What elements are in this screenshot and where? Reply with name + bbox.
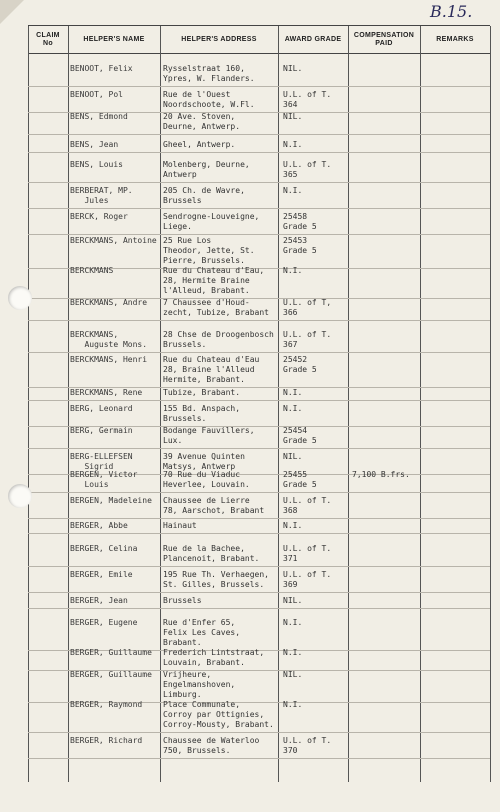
award-grade: N.I.	[283, 404, 303, 413]
punch-hole	[8, 484, 32, 508]
award-grade: U.L. of T. 371	[283, 544, 332, 563]
header-award-grade: AWARD GRADE	[284, 36, 342, 43]
helper-name: BENS, Edmond	[70, 112, 128, 121]
award-grade: NIL.	[283, 64, 303, 73]
helper-address: 70 Rue du Viaduc Heverlee, Louvain.	[163, 470, 250, 489]
helper-name: BERCKMANS, Andre	[70, 298, 148, 307]
row-rule	[28, 134, 490, 135]
column-divider	[68, 26, 69, 782]
award-grade: 25454 Grade 5	[283, 426, 317, 445]
helper-name: BERGER, Eugene	[70, 618, 138, 627]
award-grade: N.I.	[283, 618, 303, 627]
punch-hole	[8, 286, 32, 310]
helper-name: BENOOT, Pol	[70, 90, 123, 99]
award-grade: N.I.	[283, 266, 303, 275]
header-helper-name: HELPER'S NAME	[83, 36, 145, 43]
helper-address: 195 Rue Th. Verhaegen, St. Gilles, Brussels.	[163, 570, 269, 589]
helper-address: 28 Chse de Droogenbosch Brussels.	[163, 330, 274, 349]
award-grade: N.I.	[283, 521, 303, 530]
helper-address: Frederich Lintstraat, Louvain, Brabant.	[163, 648, 265, 667]
award-grade: N.I.	[283, 648, 303, 657]
helper-name: BERCKMANS, Rene	[70, 388, 143, 397]
row-rule	[28, 86, 490, 87]
helper-name: BERG-ELLEFSEN Sigrid	[70, 452, 133, 471]
award-grade: U.L. of T. 365	[283, 160, 332, 179]
award-grade: NIL.	[283, 452, 303, 461]
helper-address: Vrijheure, Engelmanshoven, Limburg.	[163, 670, 236, 699]
column-divider	[420, 26, 421, 782]
helper-name: BERCK, Roger	[70, 212, 128, 221]
helper-name: BERGER, Emile	[70, 570, 133, 579]
helper-address: Rysselstraat 160, Ypres, W. Flanders.	[163, 64, 255, 83]
award-grade: NIL.	[283, 670, 303, 679]
header-helper-address: HELPER'S ADDRESS	[181, 36, 257, 43]
helper-name: BENOOT, Felix	[70, 64, 133, 73]
helper-address: 7 Chaussee d'Houd- zecht, Tubize, Brabant	[163, 298, 269, 317]
award-grade: U.L. of T. 369	[283, 570, 332, 589]
award-grade: N.I.	[283, 186, 303, 195]
row-rule	[28, 352, 490, 353]
helper-address: Chaussee de Lierre 78, Aarschot, Brabant	[163, 496, 265, 515]
helper-name: BERBERAT, MP. Jules	[70, 186, 133, 205]
helper-address: Place Communale, Corroy par Ottignies, Corroy-Mousty, Brabant.	[163, 700, 274, 729]
helper-name: BERGEN, Victor Louis	[70, 470, 138, 489]
helper-name: BERGEN, Madeleine	[70, 496, 152, 505]
column-divider	[278, 26, 279, 782]
row-rule	[28, 758, 490, 759]
header-remarks: REMARKS	[436, 36, 474, 43]
award-grade: U.L. of T, 366	[283, 298, 332, 317]
folded-corner	[0, 0, 24, 24]
compensation-paid: 7,100 B.frs.	[352, 470, 410, 479]
helper-name: BERG, Leonard	[70, 404, 133, 413]
award-grade: U.L. of T. 368	[283, 496, 332, 515]
row-rule	[28, 152, 490, 153]
helper-address: Rue de la Bachee, Plancenoit, Brabant.	[163, 544, 260, 563]
helper-address: 155 Bd. Anspach, Brussels.	[163, 404, 241, 423]
helper-name: BENS, Louis	[70, 160, 123, 169]
page-number: B.15.	[430, 2, 473, 21]
row-rule	[28, 492, 490, 493]
award-grade: U.L. of T. 367	[283, 330, 332, 349]
helper-address: Hainaut	[163, 521, 197, 530]
row-rule	[28, 182, 490, 183]
award-grade: NIL.	[283, 112, 303, 121]
helper-name: BERGER, Guillaume	[70, 670, 152, 679]
award-grade: N.I.	[283, 388, 303, 397]
row-rule	[28, 566, 490, 567]
helper-address: 25 Rue Los Theodor, Jette, St. Pierre, Brussels.	[163, 236, 255, 265]
award-grade: 25452 Grade 5	[283, 355, 317, 374]
award-grade: N.I.	[283, 700, 303, 709]
helper-address: 39 Avenue Quinten Matsys, Antwerp	[163, 452, 245, 471]
column-divider	[160, 26, 161, 782]
header-claim-no: CLAIM No	[36, 32, 60, 47]
helper-name: BERCKMANS, Antoine	[70, 236, 157, 245]
helper-name: BERGER, Abbe	[70, 521, 128, 530]
helper-address: 205 Ch. de Wavre, Brussels	[163, 186, 245, 205]
helper-address: Rue du Chateau d'Eau 28, Braine l'Alleud Hermite, Brabant.	[163, 355, 260, 384]
award-grade: 25455 Grade 5	[283, 470, 317, 489]
helper-name: BERGER, Richard	[70, 736, 143, 745]
helper-name: BERGER, Guillaume	[70, 648, 152, 657]
helper-address: Rue de l'Ouest Noordschoote, W.Fl.	[163, 90, 255, 109]
column-divider	[490, 26, 491, 782]
award-grade: NIL.	[283, 596, 303, 605]
row-rule	[28, 732, 490, 733]
award-grade: U.L. of T. 370	[283, 736, 332, 755]
row-rule	[28, 208, 490, 209]
helper-address: Brussels	[163, 596, 202, 605]
row-rule	[28, 592, 490, 593]
row-rule	[28, 518, 490, 519]
header-compensation-paid: COMPENSATION PAID	[353, 32, 415, 47]
helper-address: Bodange Fauvillers, Lux.	[163, 426, 255, 445]
row-rule	[28, 533, 490, 534]
helper-name: BERGER, Jean	[70, 596, 128, 605]
column-divider	[348, 26, 349, 782]
helper-address: Chaussee de Waterloo 750, Brussels.	[163, 736, 260, 755]
row-rule	[28, 320, 490, 321]
helper-name: BERG, Germain	[70, 426, 133, 435]
award-grade: U.L. of T. 364	[283, 90, 332, 109]
row-rule	[28, 448, 490, 449]
helper-name: BENS, Jean	[70, 140, 119, 149]
helper-name: BERCKMANS, Henri	[70, 355, 148, 364]
helper-address: 20 Ave. Stoven, Deurne, Antwerp.	[163, 112, 241, 131]
helper-name: BERGER, Raymond	[70, 700, 143, 709]
helper-address: Rue d'Enfer 65, Felix Les Caves, Brabant.	[163, 618, 241, 647]
award-grade: N.I.	[283, 140, 303, 149]
helper-address: Tubize, Brabant.	[163, 388, 241, 397]
helper-address: Rue du Chateau d'Eau, 28, Hermite Braine l'Alleud, Brabant.	[163, 266, 265, 295]
award-grade: 25458 Grade 5	[283, 212, 317, 231]
column-divider	[28, 26, 29, 782]
helper-name: BERGER, Celina	[70, 544, 138, 553]
helper-address: Molenberg, Deurne, Antwerp	[163, 160, 250, 179]
row-rule	[28, 400, 490, 401]
helper-name: BERCKMANS	[70, 266, 114, 275]
helper-address: Sendrogne-Louveigne, Liege.	[163, 212, 260, 231]
helper-address: Gheel, Antwerp.	[163, 140, 236, 149]
award-grade: 25453 Grade 5	[283, 236, 317, 255]
helper-name: BERCKMANS, Auguste Mons.	[70, 330, 148, 349]
row-rule	[28, 234, 490, 235]
row-rule	[28, 608, 490, 609]
